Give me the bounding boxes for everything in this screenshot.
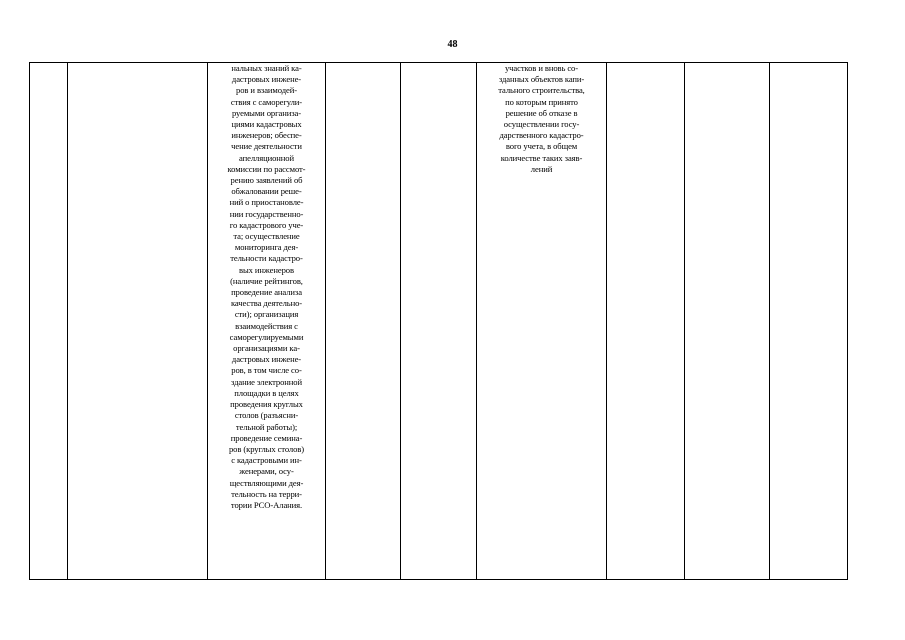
- text-line: дастровых инжене-: [231, 74, 302, 85]
- text-line: ров, в том числе со-: [231, 365, 302, 376]
- text-line: взаимодействия с: [235, 320, 298, 331]
- text-line: тельной работы);: [235, 421, 298, 432]
- text-line: тального строительства,: [498, 85, 585, 96]
- table-cell-col2: [68, 63, 208, 580]
- text-line: проведения круглых: [230, 399, 303, 410]
- text-line: ний о приостановле-: [229, 197, 304, 208]
- table-cell-col9: [770, 63, 848, 580]
- text-line: та; осуществление: [233, 231, 300, 242]
- text-line: руемыми организа-: [231, 107, 302, 118]
- text-line: женерами, осу-: [239, 466, 294, 477]
- text-line: комиссии по рассмот-: [227, 163, 306, 174]
- table-cell-col3: [208, 63, 326, 580]
- text-line: дастровых инжене-: [231, 354, 302, 365]
- text-line: сти); организация: [234, 309, 299, 320]
- text-line: тельности кадастро-: [230, 253, 303, 264]
- text-line: ствия с саморегули-: [230, 96, 303, 107]
- text-line: вого учета, в общем: [505, 141, 578, 152]
- table-cell-col4: [326, 63, 401, 580]
- text-line: тельность на терри-: [231, 488, 302, 499]
- table-cell-col1: [30, 63, 68, 580]
- table-cell-col8: [685, 63, 770, 580]
- text-line: чение деятельности: [231, 141, 302, 152]
- text-line: зданных объектов капи-: [498, 74, 585, 85]
- text-line: нальных знаний ка-: [231, 63, 302, 73]
- text-line: дарственного кадастро-: [499, 130, 584, 141]
- text-line: тории РСО-Алания.: [230, 499, 303, 510]
- text-line: решение об отказе в: [505, 107, 578, 118]
- text-line: ров и взаимодей-: [236, 85, 297, 96]
- text-line: инженеров; обеспе-: [231, 130, 302, 141]
- document-table: [29, 62, 848, 580]
- text-line: количестве таких заяв-: [500, 152, 583, 163]
- page-number: 48: [447, 39, 458, 50]
- text-line: ров (круглых столов): [228, 443, 305, 454]
- table-cell-col5: [401, 63, 477, 580]
- text-line: организациями ка-: [233, 343, 300, 354]
- table-cell-col6: [477, 63, 607, 580]
- text-line: (наличие рейтингов,: [230, 275, 303, 286]
- text-line: го кадастрового уче-: [229, 219, 304, 230]
- text-line: площадки в целях: [234, 387, 299, 398]
- text-line: вых инженеров: [239, 264, 294, 275]
- measure-description-text: [208, 63, 325, 511]
- text-line: участков и вновь со-: [504, 63, 579, 73]
- text-line: с кадастровыми ин-: [231, 455, 302, 466]
- text-line: апелляционной: [239, 152, 294, 163]
- text-line: по которым принято: [505, 96, 578, 107]
- table-cell-col7: [607, 63, 685, 580]
- text-line: лений: [530, 163, 553, 174]
- table-row: [30, 63, 848, 580]
- text-line: столов (разъясни-: [234, 410, 299, 421]
- text-line: проведение семина-: [230, 432, 303, 443]
- text-line: мониторинга дея-: [234, 242, 299, 253]
- text-line: саморегулируемыми: [229, 331, 304, 342]
- text-line: осуществлении госу-: [503, 119, 580, 130]
- text-line: обжаловании реше-: [231, 186, 302, 197]
- indicator-description-text: [477, 63, 606, 175]
- text-line: качества деятельно-: [230, 298, 303, 309]
- text-line: циями кадастровых: [231, 119, 302, 130]
- text-line: здание электронной: [230, 376, 303, 387]
- text-line: проведение анализа: [231, 287, 302, 298]
- text-line: нии государственно-: [229, 208, 304, 219]
- text-line: рению заявлений об: [230, 175, 303, 186]
- text-line: ществляющими дея-: [229, 477, 304, 488]
